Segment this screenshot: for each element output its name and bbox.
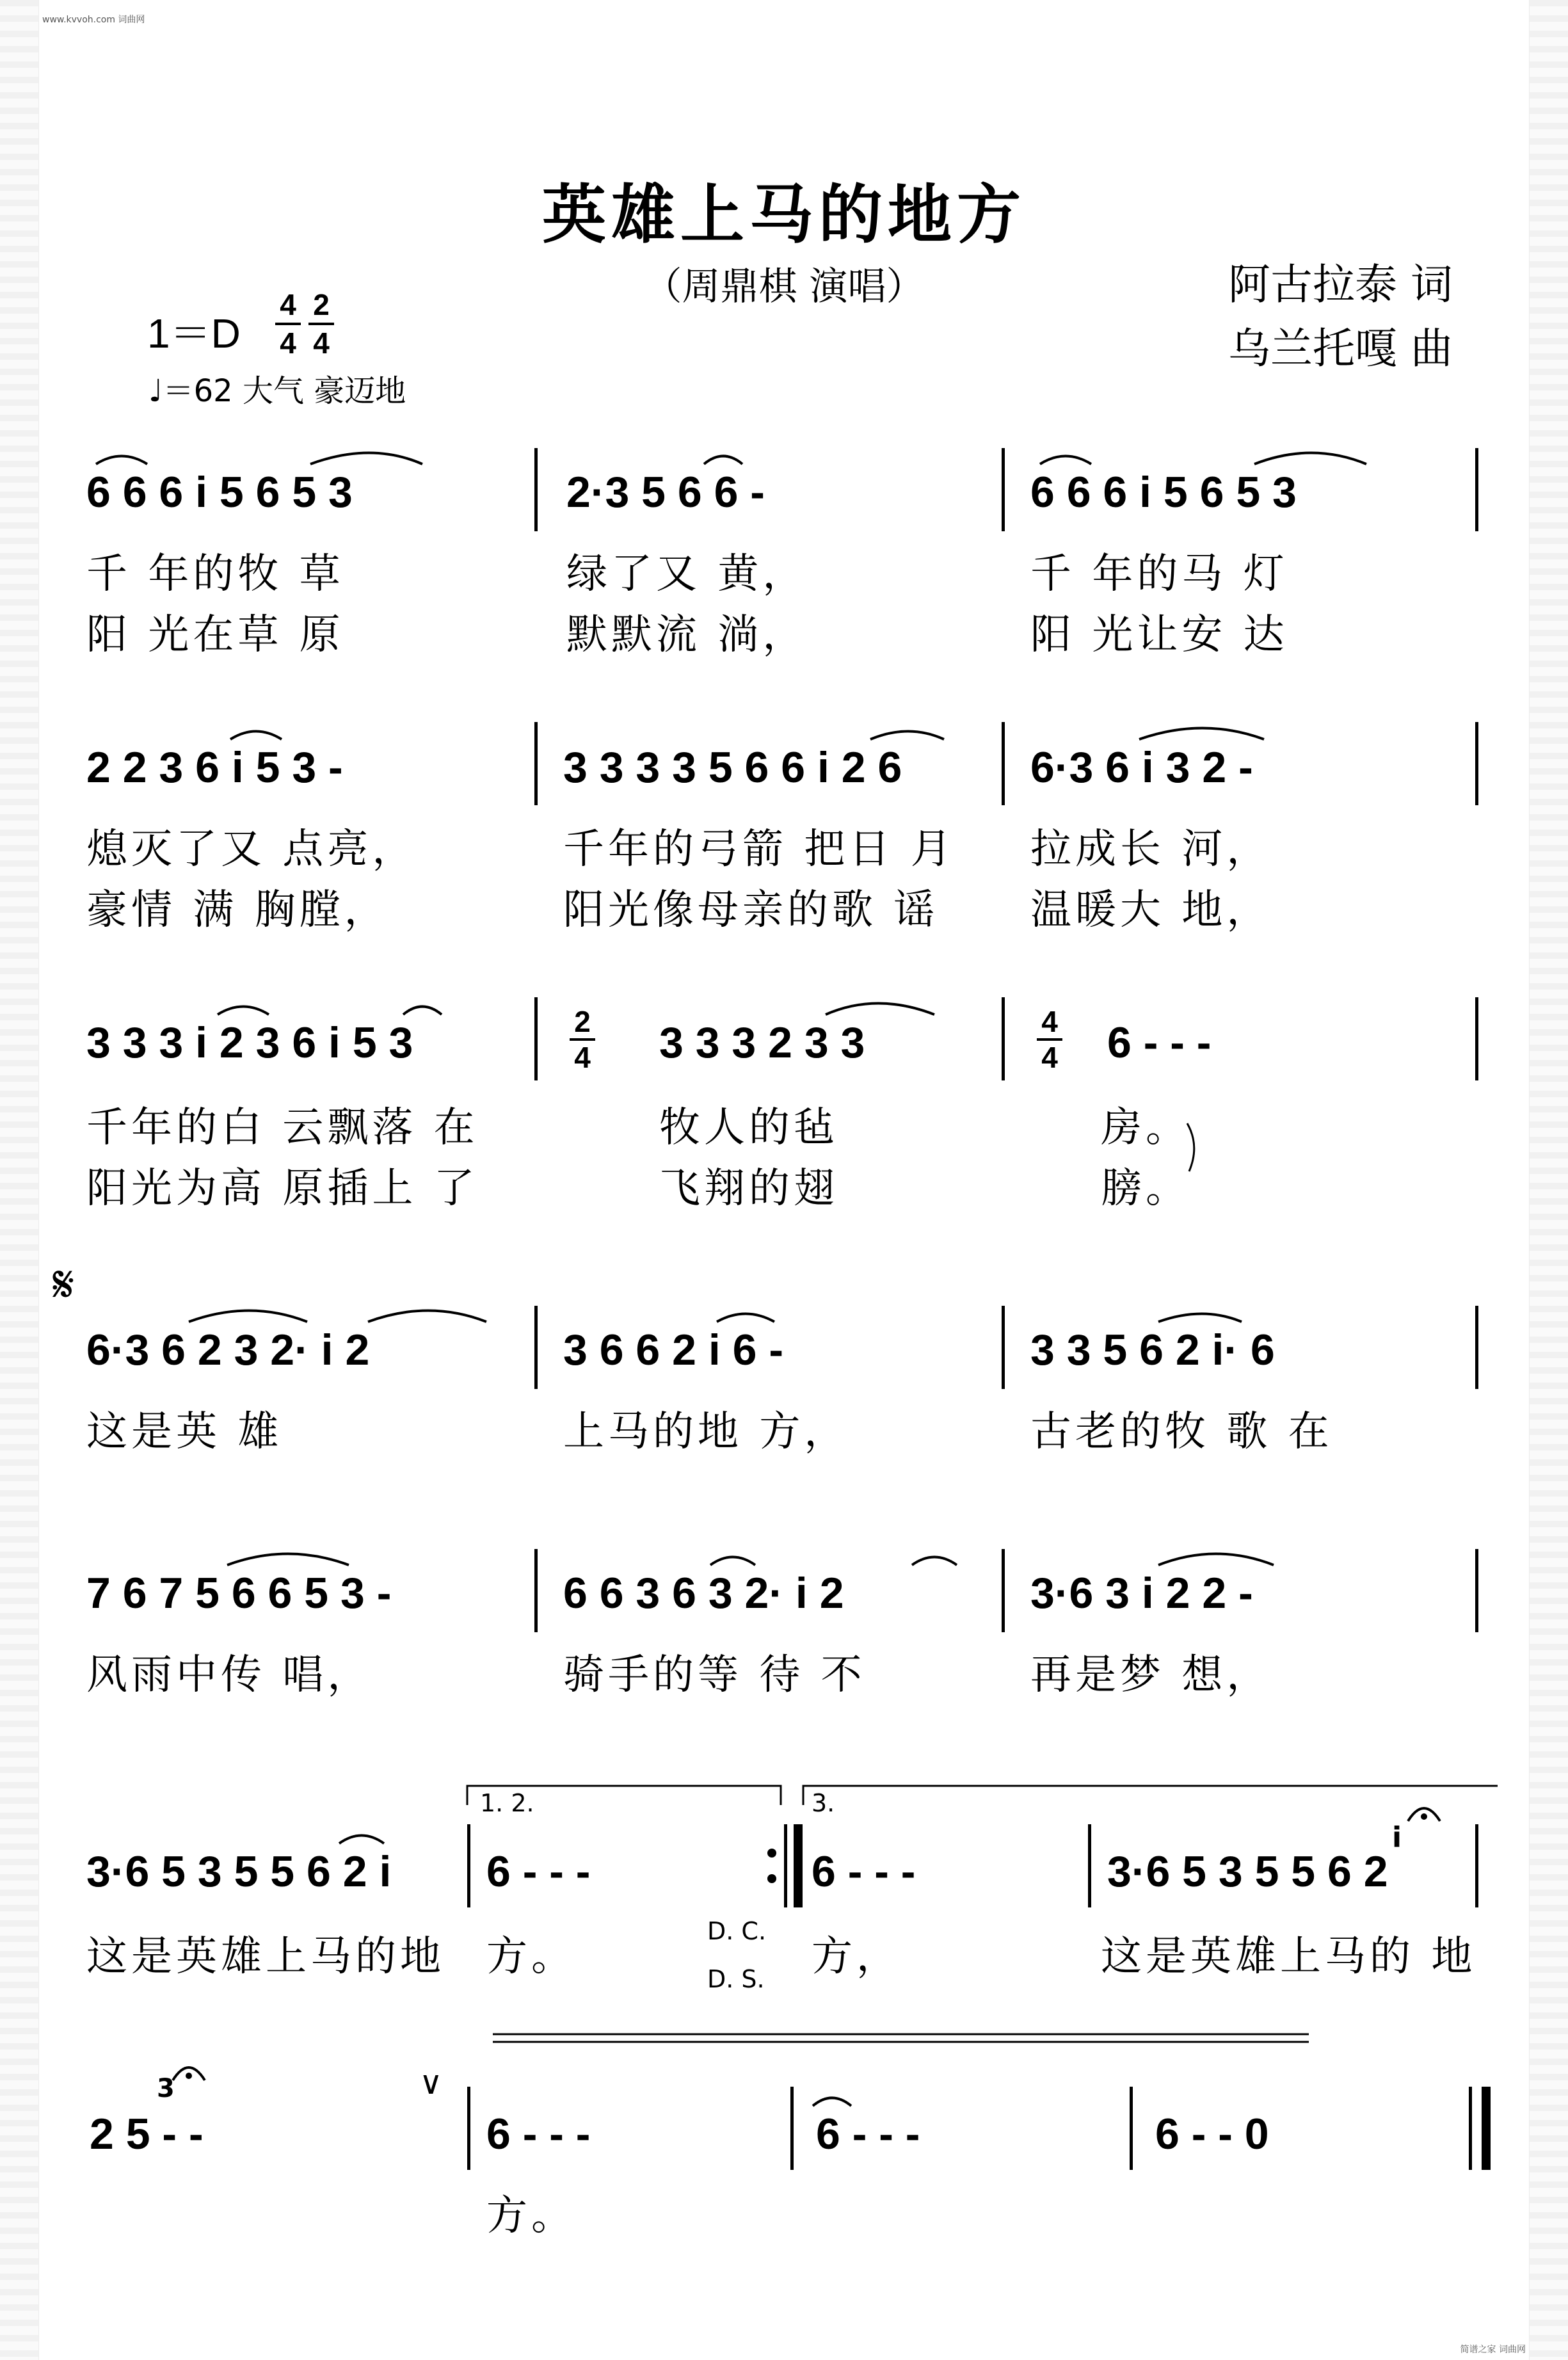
measure-21-notes: 6 - - -	[486, 2110, 591, 2158]
lyric-verse2: 膀。	[1101, 1165, 1190, 1212]
grace-note: 3	[157, 2074, 175, 2103]
lyric-verse1: 房。	[1101, 1104, 1190, 1152]
measure-15-notes: 3·6 3 i 2 2 -	[1030, 1569, 1253, 1617]
slur	[710, 1557, 755, 1566]
ts-top: 4	[1041, 1005, 1058, 1038]
lyric-verse1: 这是英 雄	[86, 1408, 283, 1456]
slur	[96, 456, 147, 465]
repeat-dot	[767, 1874, 776, 1883]
da-capo-mark: D. C.	[707, 1917, 767, 1945]
lyric-verse1: 这是英雄上马的地	[86, 1933, 445, 1980]
lyricist: 阿古拉泰 词	[1228, 260, 1453, 309]
song-title: 英雄上马的地方	[542, 177, 1026, 252]
measure-19-notes: 3·6 5 3 5 5 6 2	[1107, 1847, 1388, 1896]
ts-top: 4	[280, 288, 296, 321]
lyric-verse1: 千年的白 云飘落 在	[86, 1104, 479, 1152]
tie	[813, 2098, 851, 2107]
volta-1-2-label: 1. 2.	[480, 1789, 534, 1817]
lyric-verse1: 千 年的马 灯	[1030, 550, 1288, 598]
slur	[1139, 728, 1264, 740]
measure-7-notes: 3 3 3 i 2 3 6 i 5 3	[86, 1018, 413, 1067]
measure-10-notes: 6·3 6 2 3 2· i 2	[86, 1326, 370, 1374]
slur	[912, 1557, 957, 1566]
slur	[1254, 453, 1366, 465]
slur	[717, 1314, 774, 1322]
tempo-marking: ♩＝62 大气 豪迈地	[148, 373, 406, 409]
measure-4-notes: 2 2 3 6 i 5 3 -	[86, 743, 343, 792]
measure-2-notes: 2·3 5 6 6 -	[566, 468, 765, 517]
ts-bottom: 4	[313, 326, 330, 360]
fermata-dot	[186, 2073, 192, 2079]
ts-bottom: 4	[1041, 1041, 1058, 1074]
measure-12-notes: 3 3 5 6 2 i· 6	[1030, 1326, 1275, 1374]
measure-17-notes: 6 - - -	[486, 1847, 591, 1896]
slur-group	[96, 453, 1366, 2107]
segno-sign: 𝄋	[52, 1255, 75, 1314]
measure-20-notes: 2 5 - -	[90, 2110, 204, 2158]
lyric-verse1: 风雨中传 唱，	[86, 1651, 372, 1699]
slur	[339, 1836, 384, 1844]
lyric-verse2: 飞翔的翅	[659, 1165, 838, 1212]
ts-top: 2	[574, 1005, 591, 1038]
slur	[189, 1311, 307, 1322]
slur	[870, 732, 944, 740]
measure-11-notes: 3 6 6 2 i 6 -	[563, 1326, 783, 1374]
ts-bottom: 4	[280, 326, 296, 360]
volta-3-label: 3.	[812, 1789, 835, 1817]
lyric-verse1: 牧人的毡	[659, 1104, 838, 1152]
measure-8-notes: 3 3 3 2 3 3	[659, 1018, 865, 1067]
lyric-verse1: 方，	[812, 1933, 901, 1980]
lyric-verse2: 温暖大 地，	[1030, 887, 1272, 934]
fermatas	[173, 1808, 1440, 2080]
volta-brackets	[467, 1786, 1498, 2042]
slur	[1040, 456, 1091, 465]
lyric-verse1: 方。	[486, 2192, 576, 2240]
ts-bottom: 4	[574, 1041, 591, 1074]
verse-brace	[1187, 1123, 1194, 1171]
ts-top: 2	[313, 288, 330, 321]
lyric-verse2: 默默流 淌，	[566, 611, 808, 659]
slur	[1158, 1554, 1274, 1566]
slur	[218, 1007, 269, 1015]
lyric-verse1: 绿了又 黄，	[566, 550, 808, 598]
key-signature: 1＝D	[147, 310, 241, 357]
watermark-bottom: 简谱之家 词曲网	[1460, 2345, 1526, 2355]
lyric-verse1: 千年的弓箭 把日 月	[563, 826, 956, 873]
measure-1-notes: 6 6 6 i 5 6 5 3	[86, 468, 353, 517]
slur	[227, 1554, 349, 1566]
measure-16-notes: 3·6 5 3 5 5 6 2 i	[86, 1847, 392, 1896]
measure-13-notes: 7 6 7 5 6 6 5 3 -	[86, 1569, 392, 1617]
measure-3-notes: 6 6 6 i 5 6 5 3	[1030, 468, 1297, 517]
slur	[1158, 1314, 1242, 1322]
lyric-verse2: 阳光像母亲的歌 谣	[563, 887, 939, 934]
lyric-verse1: 拉成长 河，	[1030, 826, 1272, 873]
volta-bracket-1-2	[467, 1786, 781, 1805]
slur	[403, 1007, 442, 1015]
repeat-dot	[767, 1849, 776, 1858]
repeat-dots	[767, 1849, 776, 1883]
slur	[310, 453, 422, 465]
lyric-verse1: 骑手的等 待 不	[563, 1651, 866, 1699]
lyric-verse1: 古老的牧 歌 在	[1030, 1408, 1333, 1456]
slur	[704, 456, 742, 465]
measure-23-notes: 6 - - 0	[1155, 2110, 1269, 2158]
lyric-verse1: 方。	[486, 1933, 576, 1980]
watermark-top: www.kvvoh.com 词曲网	[42, 15, 145, 25]
slur	[368, 1311, 486, 1322]
lyric-verse2: 豪情 满 胸膛，	[86, 887, 389, 934]
measure-6-notes: 6·3 6 i 3 2 -	[1030, 743, 1253, 792]
grace-note: i	[1392, 1821, 1402, 1854]
fermata-dots	[186, 1813, 1427, 2079]
composer: 乌兰托嘎 曲	[1228, 324, 1453, 373]
dal-segno-mark: D. S.	[707, 1965, 765, 1993]
lyric-verse1: 上马的地 方，	[563, 1408, 849, 1456]
breath-mark: ∨	[419, 2064, 443, 2101]
lyric-verse1: 熄灭了又 点亮，	[86, 826, 417, 873]
measure-14-notes: 6 6 3 6 3 2· i 2	[563, 1569, 844, 1617]
performer-line: （周鼎棋 演唱）	[643, 264, 925, 309]
lyric-verse2: 阳 光让安 达	[1030, 611, 1288, 659]
measure-5-notes: 3 3 3 3 5 6 6 i 2 6	[563, 743, 902, 792]
fermata-dot	[1421, 1813, 1427, 1820]
slur	[230, 732, 282, 740]
lyric-verse1: 这是英雄上马的 地	[1101, 1933, 1476, 1980]
lyric-verse1: 千 年的牧 草	[86, 550, 344, 598]
slur	[826, 1004, 934, 1015]
lyric-verse2: 阳光为高 原插上 了	[86, 1165, 479, 1212]
measure-18-notes: 6 - - -	[812, 1847, 916, 1896]
measure-9-notes: 6 - - -	[1107, 1018, 1212, 1067]
lyric-verse2: 阳 光在草 原	[86, 611, 344, 659]
volta-bracket-3	[803, 1786, 1498, 1805]
measure-22-notes: 6 - - -	[816, 2110, 920, 2158]
lyric-verse1: 再是梦 想，	[1030, 1651, 1272, 1699]
